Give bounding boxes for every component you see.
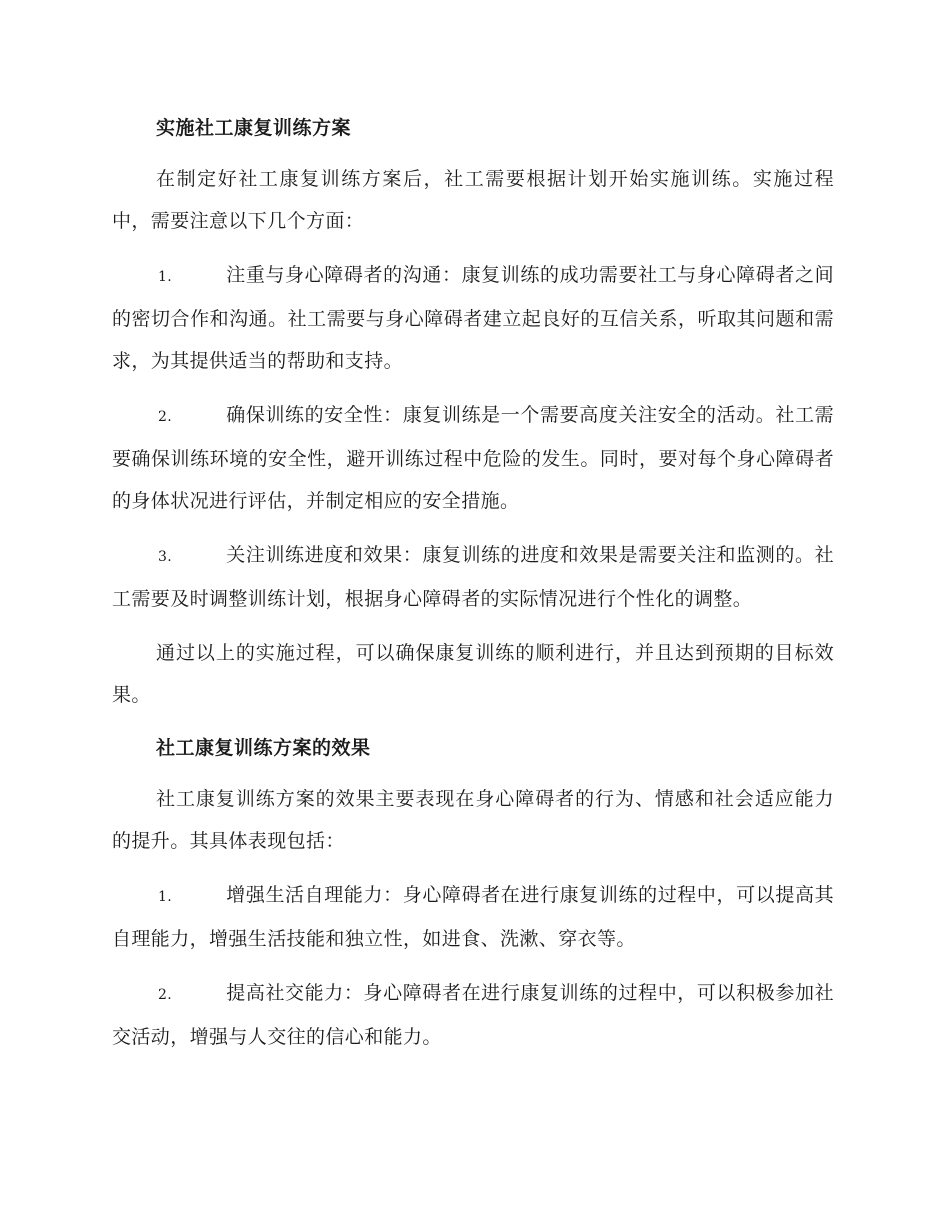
list-text: 关注训练进度和效果：康复训练的进度和效果是需要关注和监测的。社工需要及时调整训练计划，根据身心障碍者的实际情况进行个性化的调整。 bbox=[112, 544, 834, 610]
section-heading: 社工康复训练方案的效果 bbox=[156, 737, 371, 759]
list-number: 1. bbox=[158, 889, 173, 905]
list-item bbox=[112, 534, 834, 620]
list-item bbox=[112, 972, 834, 1058]
list-number: 2. bbox=[158, 409, 173, 425]
section-conclusion: 通过以上的实施过程，可以确保康复训练的顺利进行，并且达到预期的目标效果。 bbox=[112, 642, 834, 706]
list-item bbox=[112, 874, 834, 960]
section-heading: 实施社工康复训练方案 bbox=[156, 117, 352, 139]
list-text: 注重与身心障碍者的沟通：康复训练的成功需要社工与身心障碍者之间的密切合作和沟通。社工需要与身心障碍者建立起良好的互信关系，听取其问题和需求，为其提供适当的帮助和支持。 bbox=[112, 264, 834, 372]
list-text: 提高社交能力：身心障碍者在进行康复训练的过程中，可以积极参加社交活动，增强与人交往的信心和能力。 bbox=[112, 982, 834, 1048]
list-number: 2. bbox=[158, 987, 173, 1003]
list-number: 3. bbox=[158, 549, 173, 565]
section-intro: 在制定好社工康复训练方案后，社工需要根据计划开始实施训练。实施过程中，需要注意以下几个方面： bbox=[112, 168, 834, 232]
list-text: 确保训练的安全性：康复训练是一个需要高度关注安全的活动。社工需要确保训练环境的安全性，避开训练过程中危险的发生。同时，要对每个身心障碍者的身体状况进行评估，并制定相应的安全措施。 bbox=[112, 404, 834, 512]
document-page bbox=[112, 108, 834, 1070]
section-intro: 社工康复训练方案的效果主要表现在身心障碍者的行为、情感和社会适应能力的提升。其具体表现包括： bbox=[112, 788, 834, 852]
list-text: 增强生活自理能力：身心障碍者在进行康复训练的过程中，可以提高其自理能力，增强生活技能和独立性，如进食、洗漱、穿衣等。 bbox=[112, 884, 834, 950]
list-item bbox=[112, 254, 834, 382]
list-item bbox=[112, 394, 834, 522]
list-number: 1. bbox=[158, 269, 173, 285]
